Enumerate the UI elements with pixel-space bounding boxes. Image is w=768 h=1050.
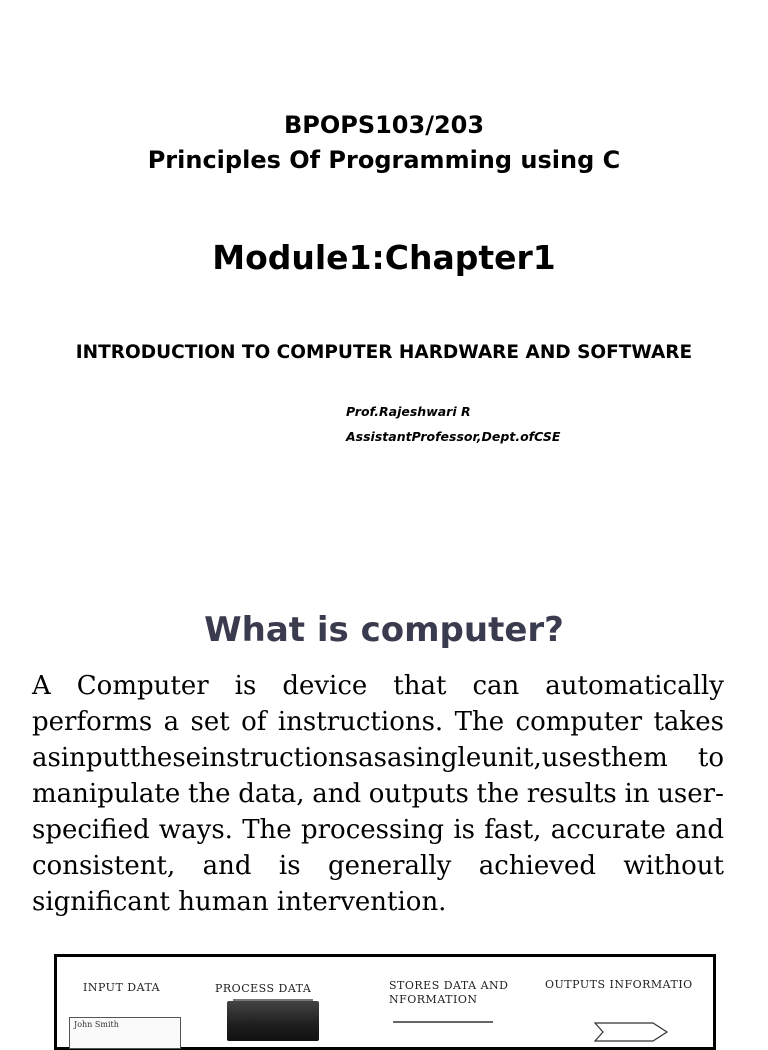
- paragraph-word: The: [454, 707, 505, 737]
- paragraph-word: outputs: [368, 779, 469, 809]
- paragraph-word: specified: [32, 815, 150, 845]
- computer-process-figure: [54, 954, 716, 1050]
- paragraph-word: is: [453, 815, 475, 845]
- paragraph-word: the: [187, 779, 231, 809]
- paragraph-line: [32, 812, 724, 848]
- paragraph-word: device: [282, 671, 368, 701]
- paragraph-word: a: [163, 707, 180, 737]
- figure-label-process: PROCESS DATA: [215, 982, 312, 995]
- paragraph-word: set: [190, 707, 230, 737]
- paragraph-word: takes: [653, 707, 724, 737]
- paragraph-word: consistent,: [32, 851, 176, 881]
- paragraph-line: [32, 704, 724, 740]
- chapter-heading: INTRODUCTION TO COMPUTER HARDWARE AND SOFTWARE: [75, 342, 693, 363]
- paragraph-word: in: [624, 779, 650, 809]
- computer-tower-image: [227, 1001, 319, 1041]
- output-arrow-icon: [591, 1019, 671, 1045]
- paragraph-word: the: [476, 779, 520, 809]
- paragraph-word: processing: [300, 815, 445, 845]
- figure-label-store: STORES DATA AND NFORMATION: [389, 979, 509, 1006]
- paragraph-line: [32, 740, 724, 776]
- paragraph-word: without: [623, 851, 724, 881]
- paragraph-line: [32, 776, 724, 812]
- paragraph-word: performs: [32, 707, 153, 737]
- paragraph-word: to: [697, 743, 724, 773]
- paragraph-word: Computer: [76, 671, 209, 701]
- paragraph-word: computer: [515, 707, 643, 737]
- paragraph-word: automatically: [545, 671, 724, 701]
- input-card-text: John Smith: [74, 1020, 119, 1029]
- paragraph-line: [32, 848, 724, 884]
- paragraph-word: generally: [327, 851, 452, 881]
- storage-image: [393, 1021, 493, 1047]
- course-title: Principles Of Programming using C: [147, 146, 621, 174]
- paragraph-word: and: [675, 815, 724, 845]
- paragraph-word: is: [234, 671, 257, 701]
- paragraph-word: instructions.: [277, 707, 444, 737]
- paragraph-word: The: [242, 815, 292, 845]
- course-code: BPOPS103/203: [283, 111, 485, 139]
- paragraph-word: is: [278, 851, 301, 881]
- definition-paragraph: [32, 668, 724, 920]
- paragraph-word: and: [202, 851, 252, 881]
- paragraph-word: ways.: [158, 815, 233, 845]
- paragraph-word: asinputtheseinstructionsasasingleunit,usesthem: [32, 743, 668, 773]
- author-name: Prof.Rajeshwari R: [346, 404, 471, 419]
- paragraph-word: manipulate: [32, 779, 181, 809]
- paragraph-word: accurate: [550, 815, 666, 845]
- figure-label-output: OUTPUTS INFORMATIO: [545, 978, 693, 991]
- paragraph-word: results: [526, 779, 617, 809]
- figure-label-input: INPUT DATA: [83, 981, 161, 994]
- paragraph-word: can: [472, 671, 520, 701]
- paragraph-word: that: [393, 671, 447, 701]
- paragraph-word: significant human intervention.: [32, 887, 447, 917]
- input-card-image: [69, 1017, 181, 1049]
- paragraph-line: [32, 668, 724, 704]
- paragraph-word: and: [312, 779, 362, 809]
- paragraph-word: A: [32, 671, 51, 701]
- section-heading: What is computer?: [204, 610, 564, 650]
- module-title: Module1:Chapter1: [212, 238, 556, 277]
- paragraph-line: [32, 884, 724, 920]
- paragraph-word: data,: [238, 779, 305, 809]
- paragraph-word: user-: [657, 779, 724, 809]
- paragraph-word: of: [241, 707, 267, 737]
- author-role: AssistantProfessor,Dept.ofCSE: [346, 429, 561, 444]
- paragraph-word: fast,: [484, 815, 542, 845]
- paragraph-word: achieved: [478, 851, 596, 881]
